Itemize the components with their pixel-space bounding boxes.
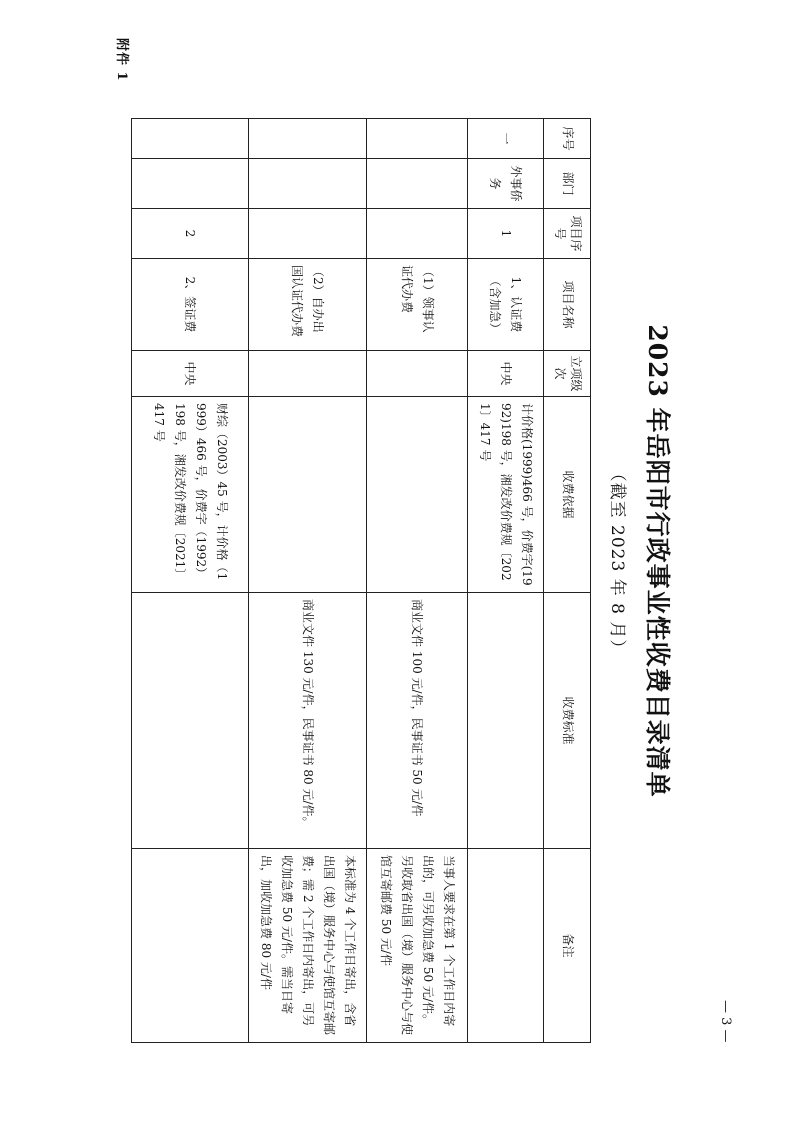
cell-standard [132,593,249,849]
cell-standard: 商业文件 130 元/件，民事证书 80 元/件。 [249,593,367,849]
header-note: 备注 [544,849,591,1043]
header-item-no: 项目序号 [544,209,591,259]
cell-note [468,849,544,1043]
header-level: 立项级次 [544,351,591,397]
page-number: — 3 — [718,1000,733,1043]
header-basis: 收费依据 [544,397,591,593]
cell-seq [132,119,249,159]
cell-item-no: 2 [132,209,249,259]
cell-basis [367,397,468,593]
document-subtitle: （截至 2023 年 8 月） [607,464,627,658]
table-row [367,119,468,1043]
cell-dept [249,159,367,209]
cell-standard: 商业文件 100 元/件，民事证书 50 元/件 [367,593,468,849]
table-row [468,119,544,1043]
cell-name: 2、签证费 [132,259,249,351]
table-row [249,119,367,1043]
cell-item-no [249,209,367,259]
cell-seq: 一 [468,119,544,159]
cell-note [132,849,249,1043]
attachment-label: 附件 1 [114,38,129,82]
header-seq: 序号 [544,119,591,159]
cell-dept [367,159,468,209]
cell-level [249,351,367,397]
cell-dept [132,159,249,209]
cell-item-no [367,209,468,259]
cell-note: 当事人要求在第 1 个工作日内寄出的，可另收加急费 50 元/件。另收取省出国（境）服务中心与使馆互寄邮费 50 元/件 [367,849,468,1043]
cell-standard [468,593,544,849]
cell-seq [249,119,367,159]
header-dept: 部门 [544,159,591,209]
cell-basis [249,397,367,593]
cell-dept: 外事侨务 [468,159,544,209]
header-name: 项目名称 [544,259,591,351]
cell-name: （2）自办出国认证代办费 [249,259,367,351]
table-header-row [544,119,591,1043]
cell-level [367,351,468,397]
cell-level: 中央 [132,351,249,397]
cell-name: 1、认证费（含加急） [468,259,544,351]
fee-table [131,118,591,1043]
cell-seq [367,119,468,159]
cell-note: 本标准为 4 个工作日寄出，含省出国（境）服务中心与使馆互寄邮费；需 2 个工作日内寄出，可另收加急费 50 元/件。需当日寄出，加收加急费 80 元/件 [249,849,367,1043]
cell-basis: 计价格(1999)466 号，价费字(1992)198 号，湘发改价费规〔2021〕417 号 [468,397,544,593]
table-row [132,119,249,1043]
cell-name: （1）领事认证代办费 [367,259,468,351]
cell-basis: 财综（2003）45 号，计价格（1999）466 号，价费字（1992）198 号，湘发改价费规〔2021〕417 号 [132,397,249,593]
cell-level: 中央 [468,351,544,397]
cell-item-no: 1 [468,209,544,259]
document-title: 2023 年岳阳市行政事业性收费目录清单 [643,324,672,798]
header-standard: 收费标准 [544,593,591,849]
